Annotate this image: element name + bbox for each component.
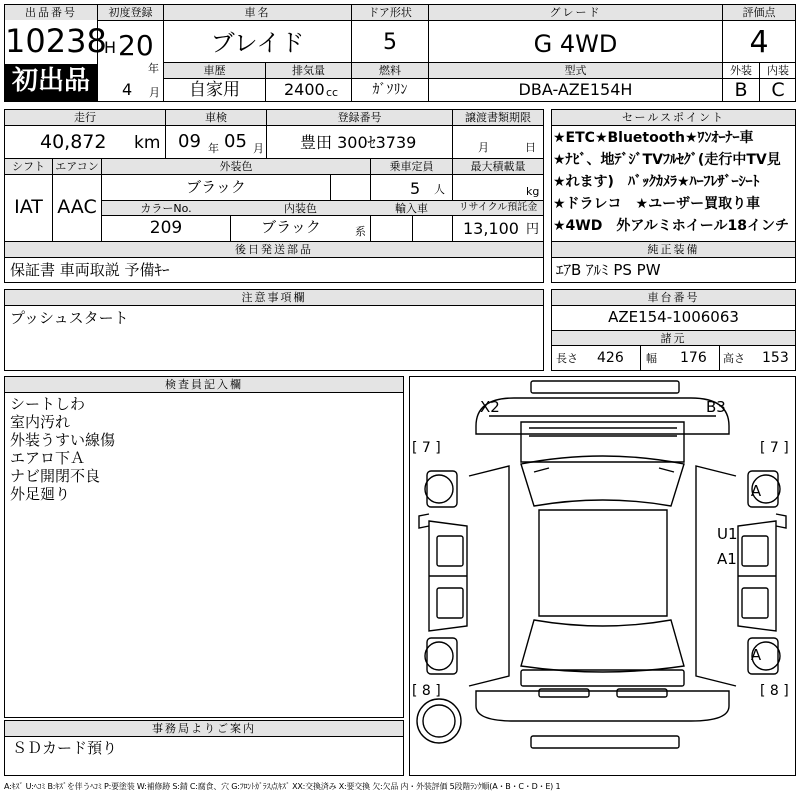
- mark-right-side-u: U1: [717, 525, 738, 543]
- recycle-fee: 13,100: [463, 219, 519, 238]
- capacity-unit: 人: [434, 183, 445, 196]
- sales-point-line: ★4WD 外アルミホイール18インチ: [553, 218, 789, 234]
- shift: IAT: [14, 196, 43, 218]
- later-parts-label: 後日発送部品: [235, 243, 313, 256]
- ac: AAC: [57, 196, 97, 218]
- transfer-month-unit: 月: [478, 141, 489, 154]
- color-label: 外装色: [219, 160, 253, 173]
- mileage: 40,872: [40, 131, 107, 153]
- mileage-unit: km: [134, 133, 161, 153]
- mark-front-right: B3: [706, 398, 726, 416]
- inspection-month-unit: 月: [253, 142, 264, 155]
- capacity: 5: [410, 179, 421, 198]
- car-outline: [409, 376, 796, 776]
- car-name: ブレイド: [210, 29, 305, 57]
- interior-color: ブラック: [261, 218, 321, 236]
- displacement-label: 排気量: [292, 64, 325, 77]
- transfer-label: 譲渡書類期限: [465, 111, 531, 124]
- grade-label: グレード: [549, 6, 602, 19]
- plate-label: 登録番号: [337, 111, 382, 124]
- door-label: ドア形状: [368, 6, 412, 19]
- lot-number: 10238: [5, 22, 107, 60]
- mark-tire-rear-left: [ 8 ]: [412, 683, 441, 699]
- interior-grade: C: [771, 79, 785, 101]
- genuine-equip-text: ｴｱB ｱﾙﾐ PS PW: [556, 261, 661, 279]
- displacement: 2400: [284, 80, 325, 99]
- exterior-grade-label: 外装: [730, 64, 752, 77]
- notes-label: 注意事項欄: [241, 291, 307, 304]
- chassis-number: AZE154-1006063: [608, 308, 739, 326]
- inspection-label: 車検: [205, 111, 227, 124]
- era-mark: H: [104, 38, 117, 57]
- model-code-label: 型式: [564, 64, 587, 77]
- sales-point-line: ★れます) ﾊﾞｯｸｶﾒﾗ★ﾊｰﾌﾚｻﾞｰｼｰﾄ: [553, 174, 760, 190]
- sales-point-line: ★ドラレコ ★ユーザー買取り車: [553, 196, 761, 212]
- inspection-year-unit: 年: [208, 142, 219, 155]
- office-label: 事務局よりご案内: [152, 722, 256, 735]
- mark-wheel-front-right: A: [750, 482, 762, 500]
- notes-text: プッシュスタート: [10, 309, 129, 327]
- dims-label: 諸元: [660, 332, 687, 345]
- genuine-equip-label: 純正装備: [647, 243, 700, 256]
- inspector-line: 室内汚れ: [10, 413, 71, 431]
- inspection-year: 09: [178, 131, 201, 152]
- sales-point-line: ★ﾅﾋﾞ、地ﾃﾞｼﾞTVﾌﾙｾｸﾞ(走行中TV見: [553, 152, 781, 168]
- recycle-unit: 円: [526, 222, 540, 237]
- door-count: 5: [383, 30, 397, 55]
- mileage-label: 走行: [74, 111, 96, 124]
- exterior-grade: B: [734, 79, 748, 101]
- chassis-label: 車台番号: [647, 291, 700, 304]
- length-label: 長さ: [556, 352, 578, 365]
- exterior-color: ブラック: [186, 178, 246, 196]
- grade: G 4WD: [533, 30, 618, 58]
- transfer-day-unit: 日: [525, 141, 536, 154]
- later-parts-text: 保証書 車両取説 予備ｷｰ: [10, 261, 170, 279]
- history-label: 車歴: [203, 64, 226, 77]
- width-label: 幅: [646, 352, 657, 365]
- mark-tire-front-left: [ 7 ]: [412, 440, 441, 456]
- inspector-line: 外装うすい線傷: [10, 431, 116, 449]
- year-unit: 年: [148, 62, 159, 75]
- month-unit: 月: [149, 86, 160, 99]
- first-listing-text: 初出品: [11, 66, 90, 96]
- displacement-unit: cc: [326, 86, 339, 99]
- load-unit: kg: [526, 185, 540, 198]
- capacity-label: 乗車定員: [389, 160, 434, 173]
- shift-label: シフト: [12, 160, 45, 173]
- mark-right-side-a: A1: [717, 550, 737, 568]
- legend-text: A:ｷｽﾞ U:ﾍｺﾐ B:ｷｽﾞを伴うﾍｺﾐ P:要塗装 W:補修跡 S:錆 C:腐食、穴 G:ﾌﾛﾝﾄｶﾞﾗｽ点ｷｽﾞ XX:交換済み X:要交換 欠:欠品 内・外装評価 5段階ﾗﾝｸ順(A・B・C・D・E) 1: [4, 782, 561, 791]
- inspector-line: エアロ下Ａ: [10, 449, 86, 467]
- color-number: 209: [149, 218, 183, 238]
- mark-tire-rear-right: [ 8 ]: [760, 683, 789, 699]
- score-label: 評価点: [742, 6, 776, 19]
- sales-point-line: ★ETC★Bluetooth★ﾜﾝｵｰﾅｰ車: [553, 130, 754, 146]
- height-label: 高さ: [723, 352, 745, 365]
- model-code: DBA-AZE154H: [518, 80, 633, 99]
- fuel: ｶﾞｿﾘﾝ: [372, 82, 408, 98]
- fuel-label: 燃料: [379, 64, 401, 77]
- office-text: ＳＤカード預り: [12, 739, 118, 757]
- ac-label: エアコン: [55, 160, 99, 173]
- length-value: 426: [597, 350, 624, 366]
- mark-front-left: X2: [480, 398, 500, 416]
- inspection-month: 05: [224, 131, 247, 152]
- inspector-line: 外足廻り: [10, 485, 71, 503]
- interior-color-suffix: 系: [355, 225, 366, 238]
- mark-wheel-rear-right: A: [750, 646, 762, 664]
- color-no-label: カラーNo.: [140, 202, 192, 215]
- import-label: 輸入車: [395, 202, 428, 215]
- load-label: 最大積載量: [470, 160, 526, 173]
- height-value: 153: [762, 350, 789, 366]
- history: 自家用: [189, 80, 240, 100]
- int-color-label: 内装色: [284, 202, 317, 215]
- plate-number: 豊田 300ｾ3739: [300, 133, 417, 152]
- lot-number-label: 出品番号: [25, 6, 77, 19]
- score: 4: [749, 25, 769, 60]
- mark-tire-front-right: [ 7 ]: [760, 440, 789, 456]
- first-reg-month: 4: [122, 80, 133, 99]
- width-value: 176: [680, 350, 707, 366]
- first-reg-year: 20: [118, 29, 154, 62]
- recycle-label: リサイクル預託金: [458, 202, 538, 213]
- first-reg-label: 初度登録: [108, 6, 153, 19]
- inspector-line: シートしわ: [10, 395, 86, 413]
- sales-points-label: セールスポイント: [621, 111, 725, 124]
- inspector-line: ナビ開閉不良: [10, 467, 101, 485]
- car-name-label: 車名: [244, 6, 271, 19]
- interior-grade-label: 内装: [767, 64, 789, 77]
- inspector-label: 検査員記入欄: [165, 378, 243, 391]
